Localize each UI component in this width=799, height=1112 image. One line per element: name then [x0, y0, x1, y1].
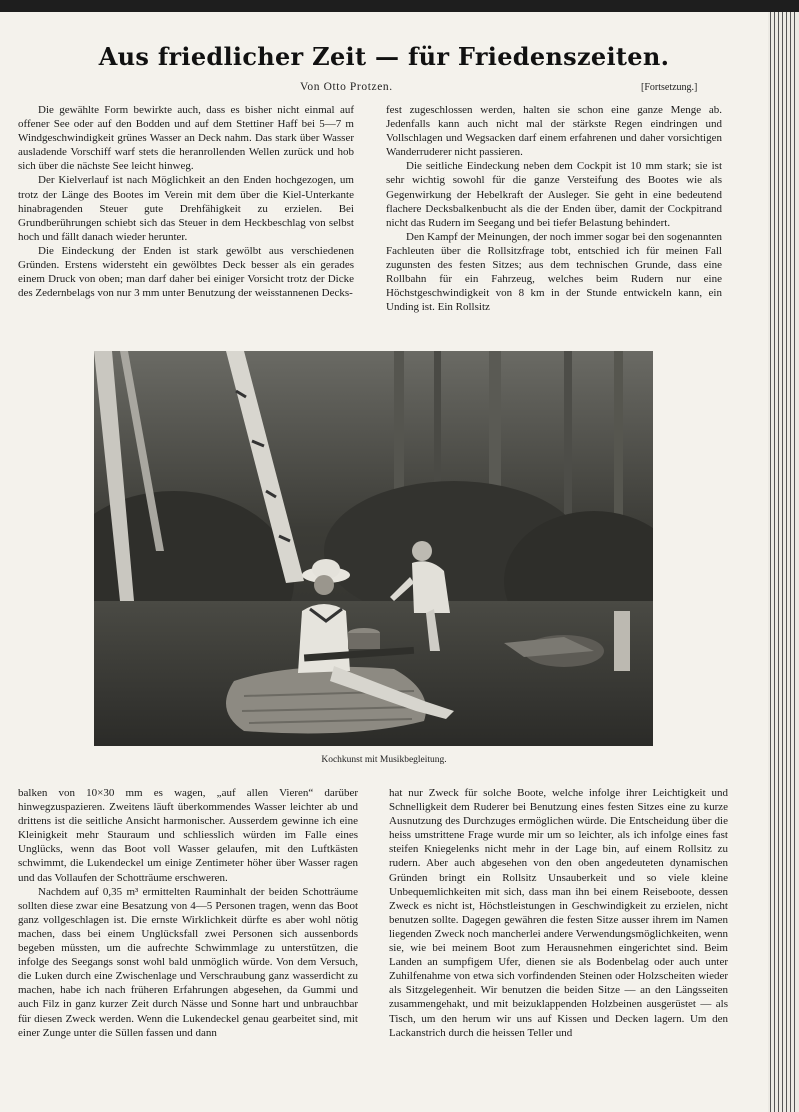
article-title: Aus friedlicher Zeit — für Friedenszeiten.	[98, 42, 670, 71]
column-bottom-right	[389, 786, 728, 1040]
page-stack-edges	[768, 12, 799, 1112]
column-top-left	[18, 103, 354, 300]
column-top-right	[386, 103, 722, 314]
paragraph: balken von 10×30 mm es wagen, „auf allen Vieren“ darüber hinwegzuspazieren. Zweitens läuft überkommendes Wasser leichter ab und drittens ist die seitliche Ansicht harmonischer. Ausserdem gewinne ich eine Kleinigkeit mehr Stauraum und schliesslich würden im Falle eines Unglücks, wenn das Boot voll Wasser gelaufen, mit den Luftkästen schwimmt, die Lukendeckel um einige Zentimeter höher über Wasser ragen und das Vollaufen der Schotträume erschweren.	[18, 787, 358, 884]
figure-caption: Kochkunst mit Musikbegleitung.	[321, 755, 447, 765]
paragraph: fest zugeschlossen werden, halten sie schon eine ganze Menge ab. Jedenfalls kann auch nicht mal der stärkste Regen eindringen und Vollschlagen und Wegsacken darf einem erfahrenen und daher vorsichtigen Wanderruderer nicht passieren.	[386, 104, 722, 159]
paragraph: Die seitliche Eindeckung neben dem Cockpit ist 10 mm stark; sie ist sehr wichtig sowohl für die ganze Versteifung des Bootes wie als Gegenwirkung der Hebelkraft der Ausleger. Sie geht in eine bedeutend flachere Decksbalkenbucht als die der Enden über, damit der Cockpitrand nicht das Rudern im Seegang und bei tiefer Belastung behindert.	[386, 160, 722, 229]
paragraph: Den Kampf der Meinungen, der noch immer sogar bei den sogenannten Fachleuten über die Rollsitzfrage tobt, entschied ich für meinen Fall zugunsten des festen Sitzes; aus dem technischen Grunde, dass eine Rollbahn für ein Fahrzeug, welches beim Rudern nur eine Höchstgeschwindigkeit von 8 km in der Stunde entwickeln kann, ein Unding ist. Ein Rollsitz	[386, 230, 722, 314]
paragraph: Nachdem auf 0,35 m³ ermittelten Rauminhalt der beiden Schotträume sollten diese zwar eine Besatzung von 4—5 Personen tragen, wenn das Boot ganz vollgeschlagen ist. Die ernste Wirklichkeit dürfte es aber wohl nötig machen, dass bei einem Unglücksfall zwei Personen sich aussenbords begeben müssten, um die aufrechte Schwimmlage zu unterstützen, die infolge des Seegangs sonst wohl bald unmöglich würde. Von dem Versuch, die Luken durch eine Zwischenlage und Verschraubung ganz wasserdicht zu machen, habe ich nach früheren Erfahrungen abgesehen, da Gummi und auch Filz in ganz kurzer Zeit durch Nässe und Sonne hart und unbrauchbar für diesen Zweck werden. Wenn die Lukendeckel genau gearbeitet sind, mit einer Zunge unter die Süllen fassen und dann	[18, 885, 358, 1039]
article-photograph	[94, 351, 653, 746]
author-byline: Von Otto Protzen.	[300, 81, 393, 93]
paragraph: Die Eindeckung der Enden ist stark gewölbt aus verschiedenen Gründen. Erstens widersteht ein gewölbtes Deck besser als ein gerades einem Druck von oben; man darf daher bei einiger Vorsicht trotz der Dicke des Zedernbelags von nur 3 mm unter Benutzung der weisstannenen Decks-	[18, 244, 354, 300]
paragraph: Die gewählte Form bewirkte auch, dass es bisher nicht einmal auf offener See oder auf den Bodden und auf dem Stettiner Haff bei 5—7 m Windgeschwindigkeit grünes Wasser an Deck nahm. Das stark über Wasser ausladende Vorschiff warf stets die heranrollenden Wellen zurück und hob sich über die nächste See leicht hinweg.	[18, 104, 354, 173]
column-bottom-left	[18, 786, 358, 1040]
magazine-page	[0, 12, 768, 1112]
paragraph: Der Kielverlauf ist nach Möglichkeit an den Enden hochgezogen, um trotz der Länge des Bootes im Verein mit dem über die Kiel-Unterkante hinabragenden Steuer gute Drehfähigkeit zu erzielen. Bei Grundberührungen schiebt sich das Steuer in dem Heckbeschlag von selbst hoch und fällt danach wieder herunter.	[18, 174, 354, 243]
continuation-marker: [Fortsetzung.]	[641, 82, 698, 93]
top-edge-bar	[0, 0, 799, 12]
paragraph: hat nur Zweck für solche Boote, welche infolge ihrer Leichtigkeit und Schnelligkeit dem Ruderer bei Benutzung eines festen Sitzes eine zu kurze Ausnutzung des Durchzuges ermöglichen würde. Die Entscheidung über die heiss umstrittene Frage wurde mir um so leichter, als ich infolge eines fast steifen Kniegelenks nicht mehr in der Lage bin, auf einem Rollsitz zu rudern. Aber auch abgesehen von den oben angedeuteten dynamischen Gründen bringt ein Rollsitz Unsauberkeit und so viele kleine Unbequemlichkeiten mit sich, dass man ihn bei einem Reiseboote, dessen Zweck es nicht ist, Höchstleistungen in Geschwindigkeit zu erzielen, nicht benutzen sollte. Dagegen gewähren die festen Sitze ausser ihrem im Namen liegenden Zweck noch mancherlei andere Verwendungsmöglichkeiten, wenn sie, wie bei meinem Boot zum Herausnehmen eingerichtet sind. Beim Landen an sumpfigem Ufer, dienen sie als Bodenbelag oder auch unter Zuhilfenahme von etwa sich vorfindenden Steinen oder Holzscheiten wieder als Sitzgelegenheit. Wir benutzen die beiden Sitze — an den Längsseiten zusammengehakt, und mit beizuklappenden Holzbeinen ausgerüstet — als Tisch, um den herum wir uns auf Kissen und Decken lagern. Um den Lackanstrich durch die heissen Teller und	[389, 787, 728, 1039]
